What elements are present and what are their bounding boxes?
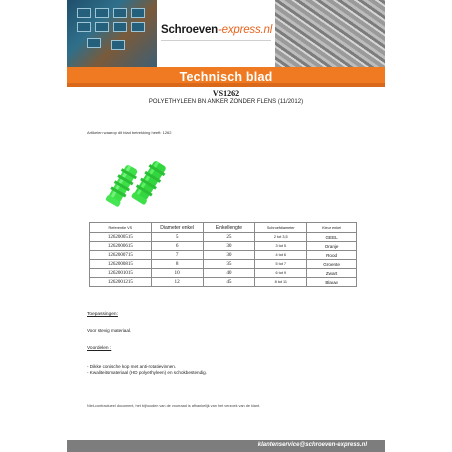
screw-cell: 5 tot 7 — [255, 260, 307, 269]
ref-cell: 1262000715 — [90, 251, 152, 260]
header-banner — [67, 0, 385, 67]
applications-text: Voor stevig materiaal. — [87, 328, 132, 333]
length-cell: 30 — [203, 242, 255, 251]
diameter-cell: 8 — [151, 260, 203, 269]
ref-cell: 1262000515 — [90, 233, 152, 242]
table-row — [90, 242, 357, 251]
column-header: Enkellengte — [203, 223, 255, 233]
list-item: - Kwaliteitsmateriaal (HD polyethyleen) en schokbestendig. — [87, 370, 208, 376]
logo[interactable] — [157, 0, 275, 67]
product-image — [85, 150, 205, 220]
color-cell: GEEL — [307, 233, 357, 242]
length-cell: 25 — [203, 233, 255, 242]
title-bar — [67, 67, 385, 87]
color-cell: Rood — [307, 251, 357, 260]
applies-to-text: Artikelen waarop dit blad betrekking heeft: 1262 — [87, 130, 172, 135]
ref-cell: 1262000815 — [90, 260, 152, 269]
page-title: Technisch blad — [179, 70, 273, 84]
column-header: Referentie VS — [90, 223, 152, 233]
table-row — [90, 233, 357, 242]
screw-cell: 3 tot 5 — [255, 242, 307, 251]
advantages-heading: Voordelen : — [87, 346, 112, 351]
document-subtitle: POLYETHYLEEN BN ANKER ZONDER FLENS (11/2012) — [148, 99, 304, 105]
footer-bar — [67, 440, 385, 452]
diameter-cell: 10 — [151, 269, 203, 278]
screw-cell: 4 tot 6 — [255, 251, 307, 260]
column-header: Schroefdiameter — [255, 223, 307, 233]
technical-sheet — [67, 0, 385, 452]
logo-main-text: Schroeven — [161, 24, 219, 36]
length-cell: 30 — [203, 251, 255, 260]
table-header-row — [90, 223, 357, 233]
length-cell: 35 — [203, 260, 255, 269]
ref-cell: 1262000615 — [90, 242, 152, 251]
column-header: Diameter enkel — [151, 223, 203, 233]
ref-cell: 1262001015 — [90, 269, 152, 278]
spec-table — [89, 222, 357, 287]
diameter-cell: 5 — [151, 233, 203, 242]
list-item: - Dikke conische kop met anti-rotatievinnen. — [87, 364, 177, 369]
table-row — [90, 251, 357, 260]
footer-email-link[interactable]: klantenservice@schroeven-express.nl — [257, 442, 367, 448]
document-code: VS1262 — [212, 89, 240, 98]
screws-photo — [275, 0, 385, 67]
applications-heading: Toepassingen: — [87, 312, 118, 317]
screw-cell: 2 tot 3,5 — [255, 233, 307, 242]
color-cell: Zwart — [307, 269, 357, 278]
diameter-cell: 7 — [151, 251, 203, 260]
logo-accent-text: -express.nl — [218, 24, 273, 36]
tools-photo — [67, 0, 157, 67]
color-cell: Groente — [307, 260, 357, 269]
column-header: Kleur enkel — [307, 223, 357, 233]
table-row — [90, 260, 357, 269]
color-cell: Blauw — [307, 278, 357, 287]
color-cell: Oranje — [307, 242, 357, 251]
diameter-cell: 6 — [151, 242, 203, 251]
table-row — [90, 269, 357, 278]
length-cell: 40 — [203, 269, 255, 278]
screw-cell: 6 tot 9 — [255, 269, 307, 278]
length-cell: 45 — [203, 278, 255, 287]
disclaimer-text: Niet-contractueel document, het bijhouden van de voorraad is afhankelijk van het verzoek van de klant. — [87, 404, 261, 408]
diameter-cell: 12 — [151, 278, 203, 287]
advantages-list — [87, 364, 207, 377]
ref-cell: 1262001215 — [90, 278, 152, 287]
screw-cell: 8 tot 11 — [255, 278, 307, 287]
table-row — [90, 278, 357, 287]
